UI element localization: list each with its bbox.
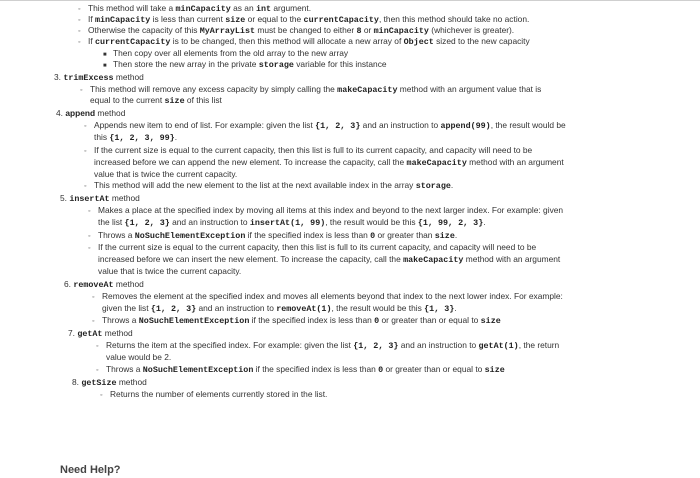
circle-bullet-icon: ◦ xyxy=(84,123,87,130)
list-item-continuation: given the list {1, 2, 3} and an instruction to removeAt(1), the result would be this {1, 3}. xyxy=(102,303,457,314)
circle-bullet-icon: ◦ xyxy=(84,183,87,190)
circle-bullet-icon: ◦ xyxy=(92,294,95,301)
need-help-link[interactable]: Need Help? xyxy=(60,464,121,476)
list-item: ◦ If minCapacity is less than current size or equal to the currentCapacity, then this method should take no action. xyxy=(78,14,530,25)
circle-bullet-icon: ◦ xyxy=(96,367,99,374)
list-item-continuation: value that is twice the current capacity. xyxy=(94,169,238,179)
list-item: ◦ Throws a NoSuchElementException if the specified index is less than 0 or greater than size. xyxy=(88,230,458,241)
circle-bullet-icon: ◦ xyxy=(80,87,83,94)
list-item-continuation: the list {1, 2, 3} and an instruction to insertAt(1, 99), the result would be this {1, 99, 2, 3}. xyxy=(98,217,486,228)
circle-bullet-icon: ◦ xyxy=(100,392,103,399)
circle-bullet-icon: ◦ xyxy=(88,245,91,252)
list-item: ◦ This method will remove any excess capacity by simply calling the makeCapacity method with an argument value that is xyxy=(80,84,542,95)
list-item: ◦ If currentCapacity is to be changed, then this method will allocate a new array of Object sized to the new capacity xyxy=(78,36,530,47)
section-heading: 3. trimExcess method xyxy=(54,72,144,83)
list-item: ■ Then copy over all elements from the old array to the new array xyxy=(103,48,348,60)
list-item: ◦ This method will take a minCapacity as an int argument. xyxy=(78,3,312,14)
section-heading: 5. insertAt method xyxy=(60,193,140,204)
list-item: ◦ Returns the number of elements currently stored in the list. xyxy=(100,389,327,401)
square-bullet-icon: ■ xyxy=(103,52,107,58)
circle-bullet-icon: ◦ xyxy=(78,28,81,35)
circle-bullet-icon: ◦ xyxy=(78,39,81,46)
list-item-continuation: increased before we can append the new element. To increase the capacity, call the makeCapacity method with an argument xyxy=(94,157,564,168)
list-item-continuation: equal to the current size of this list xyxy=(90,95,222,106)
list-item-continuation: this {1, 2, 3, 99}. xyxy=(94,132,178,143)
section-heading: 4. append method xyxy=(56,108,126,118)
list-item: ◦ If the current size is equal to the current capacity, then this list is full to its current capacity, and capacity will need to be xyxy=(84,145,532,157)
list-item: ◦ Throws a NoSuchElementException if the specified index is less than 0 or greater than or equal to size xyxy=(92,315,501,326)
circle-bullet-icon: ◦ xyxy=(88,233,91,240)
section-heading: 6. removeAt method xyxy=(64,279,144,290)
circle-bullet-icon: ◦ xyxy=(84,148,87,155)
list-item: ◦ This method will add the new element to the list at the next available index in the array storage. xyxy=(84,180,454,191)
circle-bullet-icon: ◦ xyxy=(92,318,95,325)
list-item-continuation: value that is twice the current capacity. xyxy=(98,266,242,276)
top-divider xyxy=(0,0,700,1)
list-item: ◦ If the current size is equal to the current capacity, then this list is full to its current capacity, and capacity will need to be xyxy=(88,242,536,254)
circle-bullet-icon: ◦ xyxy=(78,17,81,24)
list-item: ◦ Appends new item to end of list. For example: given the list {1, 2, 3} and an instruction to append(99), the result would be xyxy=(84,120,566,131)
list-item: ◦ Otherwise the capacity of this MyArrayList must be changed to either 8 or minCapacity (whichever is greater). xyxy=(78,25,515,36)
square-bullet-icon: ■ xyxy=(103,63,107,69)
list-item-continuation: value would be 2. xyxy=(106,352,172,362)
circle-bullet-icon: ◦ xyxy=(78,6,81,13)
section-heading: 8. getSize method xyxy=(72,377,147,388)
list-item: ◦ Throws a NoSuchElementException if the specified index is less than 0 or greater than or equal to size xyxy=(96,364,505,375)
list-item: ◦ Removes the element at the specified index and moves all elements beyond that index to the next lower index. For example: xyxy=(92,291,563,303)
circle-bullet-icon: ◦ xyxy=(96,343,99,350)
list-item: ■ Then store the new array in the private storage variable for this instance xyxy=(103,59,387,70)
section-heading: 7. getAt method xyxy=(68,328,133,339)
list-item: ◦ Returns the item at the specified index. For example: given the list {1, 2, 3} and an instruction to getAt(1), the return xyxy=(96,340,560,351)
list-item-continuation: increased before we can insert the new element. To increase the capacity, call the makeCapacity method with an argument xyxy=(98,254,561,265)
list-item: ◦ Makes a place at the specified index by moving all items at this index and beyond to the next larger index. For example: given xyxy=(88,205,563,217)
circle-bullet-icon: ◦ xyxy=(88,208,91,215)
